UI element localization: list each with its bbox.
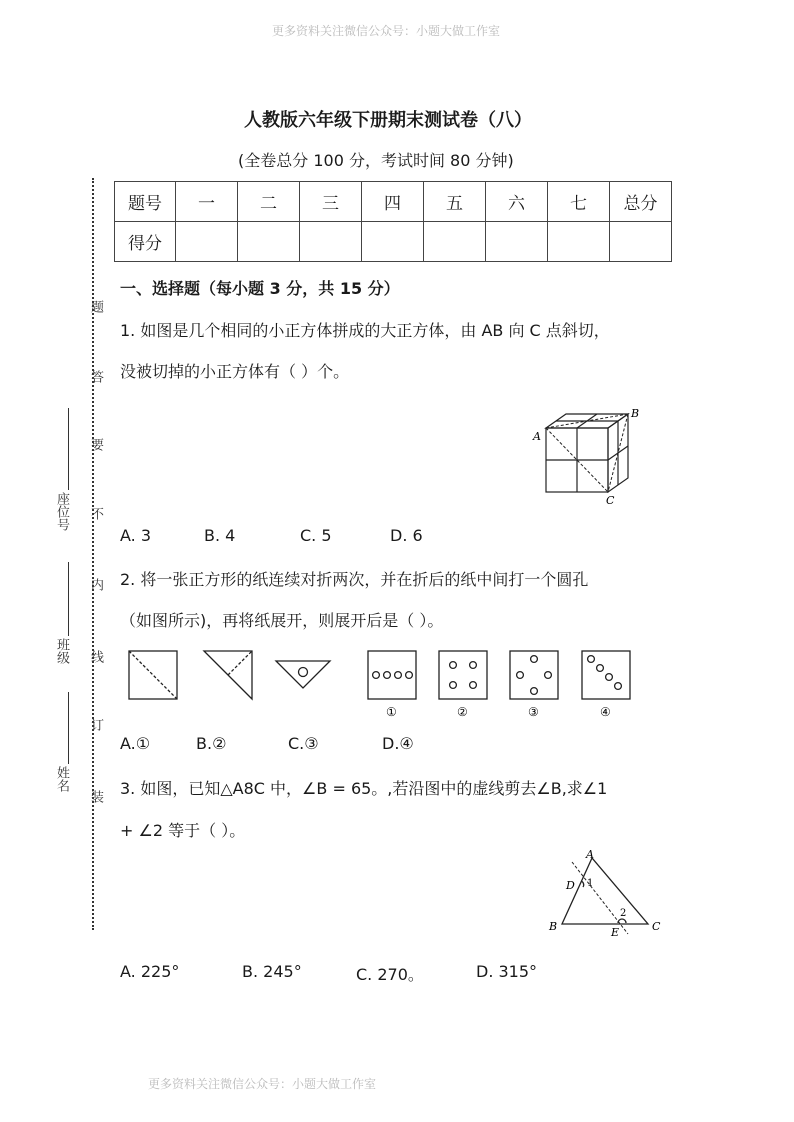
page-title: 人教版六年级下册期末测试卷（八） <box>244 110 532 131</box>
q3-text-line1: 3. 如图，已知△A8C 中，∠B = 65。,若沿图中的虚线剪去∠B,求∠1 <box>120 779 608 798</box>
score-table-header-row <box>115 182 672 222</box>
watermark-bottom: 更多资料关注微信公众号：小题大做工作室 <box>148 1077 377 1091</box>
name-label: 姓名 <box>54 766 69 792</box>
q3-option-a[interactable]: A. 225° <box>120 962 180 981</box>
q3-option-d[interactable]: D. 315° <box>476 962 538 981</box>
name-line[interactable] <box>68 692 69 764</box>
score-cell[interactable] <box>486 222 548 262</box>
binding-char-5: 内 <box>88 578 103 591</box>
page-subtitle: (全卷总分 100 分，考试时间 80 分钟) <box>238 151 514 170</box>
q2-folding-figure <box>124 648 654 722</box>
section-heading: 一、选择题（每小题 3 分，共 15 分） <box>120 279 400 298</box>
score-header-cell: 五 <box>424 182 486 222</box>
q3-label-e: E <box>611 926 620 938</box>
score-cell[interactable] <box>610 222 672 262</box>
score-row-label: 得分 <box>115 222 176 262</box>
q3-angle-2: 2 <box>620 908 627 919</box>
q1-option-b[interactable]: B. 4 <box>204 526 236 545</box>
q2-option-d[interactable]: D.④ <box>382 734 414 753</box>
q2-choice-label-4: ④ <box>600 705 611 719</box>
score-header-cell: 三 <box>300 182 362 222</box>
q3-label-a: A <box>586 848 594 861</box>
q1-option-c[interactable]: C. 5 <box>300 526 332 545</box>
seat-number-line[interactable] <box>68 408 69 490</box>
q2-option-c[interactable]: C.③ <box>288 734 319 753</box>
binding-char-2: 答 <box>88 370 103 383</box>
q2-option-a[interactable]: A.① <box>120 734 151 753</box>
binding-char-1: 题 <box>88 300 103 313</box>
binding-char-6: 线 <box>88 650 103 663</box>
watermark-top: 更多资料关注微信公众号：小题大做工作室 <box>272 24 501 38</box>
score-header-cell: 六 <box>486 182 548 222</box>
binding-char-4: 不 <box>88 507 103 520</box>
q2-choice-label-2: ② <box>457 705 468 719</box>
score-table <box>114 181 672 262</box>
class-label: 班级 <box>54 638 69 664</box>
score-header-cell: 四 <box>362 182 424 222</box>
score-cell[interactable] <box>238 222 300 262</box>
binding-char-7: 订 <box>88 718 103 731</box>
score-cell[interactable] <box>300 222 362 262</box>
q3-label-b: B <box>549 920 558 933</box>
q3-label-c: C <box>652 920 661 933</box>
q2-option-b[interactable]: B.② <box>196 734 227 753</box>
class-line[interactable] <box>68 562 69 636</box>
q1-option-d[interactable]: D. 6 <box>390 526 423 545</box>
q3-option-b[interactable]: B. 245° <box>242 962 302 981</box>
score-header-cell: 七 <box>548 182 610 222</box>
q2-choice-label-3: ③ <box>528 705 539 719</box>
score-header-cell: 题号 <box>115 182 176 222</box>
q3-angle-1: 1 <box>587 878 594 889</box>
q2-text-line2: （如图所示)，再将纸展开，则展开后是（ ）。 <box>120 611 444 630</box>
binding-dotted-line <box>92 178 94 930</box>
q1-option-a[interactable]: A. 3 <box>120 526 152 545</box>
q1-cube-figure <box>528 404 648 508</box>
score-header-cell: 二 <box>238 182 300 222</box>
q1-label-a: A <box>533 430 541 443</box>
q1-text-line1: 1. 如图是几个相同的小正方体拼成的大正方体，由 AB 向 C 点斜切， <box>120 321 610 340</box>
seat-number-label: 座位号 <box>54 492 69 531</box>
q3-text-line2: + ∠2 等于（ ）。 <box>120 821 246 840</box>
binding-char-8: 装 <box>88 790 103 803</box>
q1-label-b: B <box>631 407 640 420</box>
score-header-cell: 总分 <box>610 182 672 222</box>
score-table-score-row <box>115 222 672 262</box>
score-cell[interactable] <box>424 222 486 262</box>
score-cell[interactable] <box>362 222 424 262</box>
q3-label-d: D <box>566 879 575 892</box>
q1-label-c: C <box>606 494 615 507</box>
score-cell[interactable] <box>548 222 610 262</box>
score-header-cell: 一 <box>176 182 238 222</box>
score-cell[interactable] <box>176 222 238 262</box>
q1-text-line2: 没被切掉的小正方体有（ ）个。 <box>120 362 350 381</box>
q3-option-c[interactable]: C. 270。 <box>356 965 424 984</box>
binding-char-3: 要 <box>88 438 103 451</box>
q2-text-line1: 2. 将一张正方形的纸连续对折两次，并在折后的纸中间打一个圆孔 <box>120 570 589 589</box>
q3-triangle-figure <box>544 848 668 938</box>
q2-choice-label-1: ① <box>386 705 397 719</box>
